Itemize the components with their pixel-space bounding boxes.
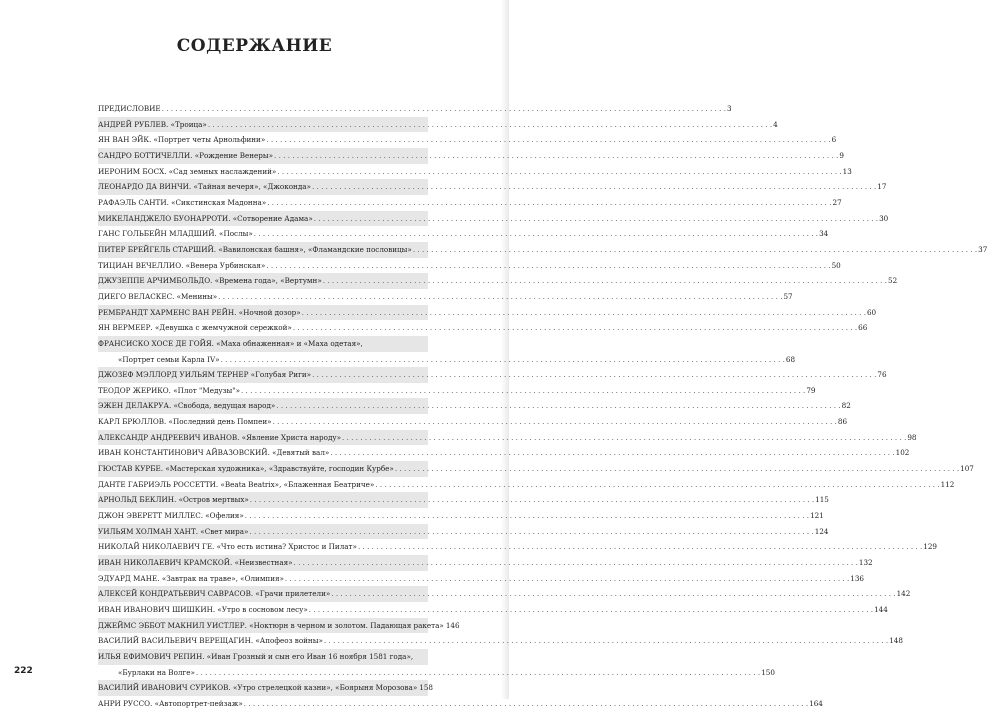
- toc-entry-title: ЭДУАРД МАНЕ. «Завтрак на траве», «Олимпия»: [98, 573, 284, 583]
- toc-leader-dots: [358, 539, 922, 555]
- contents-heading: СОДЕРЖАНИЕ: [176, 36, 333, 56]
- toc-entry-page: 102: [895, 448, 910, 458]
- toc-entry: [98, 305, 877, 321]
- toc-entry-title: САНДРО БОТТИЧЕЛЛИ. «Рождение Венеры»: [98, 150, 274, 160]
- toc-entry-title: «Портрет семьи Карла IV»: [118, 354, 220, 364]
- toc-entry-page: 142: [896, 589, 911, 599]
- toc-entry-page: 112: [940, 479, 955, 489]
- toc-entry-title: ДЖУЗЕППЕ АРЧИМБОЛЬДО. «Времена года», «Вертумн»: [98, 276, 322, 286]
- toc-entry-title: ИЕРОНИМ БОСХ. «Сад земных наслаждений»: [98, 166, 277, 176]
- toc-entry: [98, 179, 887, 195]
- toc-entry-page: 132: [858, 558, 873, 568]
- toc-entry-page: 57: [783, 291, 793, 301]
- toc-entry-page: 150: [761, 667, 775, 677]
- toc-entry-page: 6: [831, 135, 837, 145]
- toc-entry-page: 79: [806, 385, 816, 395]
- toc-leader-dots: [250, 492, 814, 508]
- toc-entry-page: 4: [773, 119, 778, 129]
- toc-entry-title: АЛЕКСЕЙ КОНДРАТЬЕВИЧ САВРАСОВ. «Грачи прилетели»: [98, 589, 331, 599]
- toc-leader-dots: [218, 289, 782, 305]
- toc-entry-page: 158: [419, 683, 433, 693]
- toc-entry: [98, 633, 903, 649]
- toc-entry-page: 37: [978, 244, 987, 254]
- toc-entry-title: «Бурлаки на Волге»: [118, 667, 195, 677]
- toc-entry-page: 98: [907, 432, 917, 442]
- toc-leader-dots: [241, 383, 805, 399]
- toc-entry: [98, 492, 829, 508]
- toc-entry: [98, 430, 917, 446]
- toc-entry-title: ГАНС ГОЛЬБЕЙН МЛАДШИЙ. «Послы»: [98, 229, 253, 239]
- page-number: 222: [14, 666, 33, 676]
- toc-entry-title: ТИЦИАН ВЕЧЕЛЛИО. «Венера Урбинская»: [98, 260, 266, 270]
- toc-entry-title: ИВАН КОНСТАНТИНОВИЧ АЙВАЗОВСКИЙ. «Девятый вал»: [98, 448, 330, 458]
- toc-entry-page: 60: [866, 307, 877, 317]
- toc-entry: [98, 461, 974, 477]
- toc-leader-dots: [196, 665, 760, 681]
- toc-leader-dots: [254, 226, 818, 242]
- toc-entry-page: 146: [445, 620, 460, 630]
- toc-entry-title: РАФАЭЛЬ САНТИ. «Сикстинская Мадонна»: [98, 197, 267, 207]
- toc-entry-page: 52: [888, 276, 898, 286]
- toc-entry-title: ПИТЕР БРЕЙГЕЛЬ СТАРШИЙ. «Вавилонская башня», «Фламандские пословицы»: [98, 244, 412, 254]
- toc-entry-page: 17: [877, 182, 887, 192]
- toc-leader-dots: [208, 117, 772, 133]
- toc-entry: [98, 132, 837, 148]
- toc-entry: [98, 586, 911, 602]
- toc-entry-title: АНРИ РУССО. «Автопортрет-пейзаж»: [98, 698, 243, 708]
- toc-leader-dots: [395, 461, 959, 477]
- toc-entry-title: ВАСИЛИЙ ВАСИЛЬЕВИЧ ВЕРЕЩАГИН. «Апофеоз войны»: [98, 636, 323, 646]
- toc-entry-title: ДЖОЗЕФ МЭЛЛОРД УИЛЬЯМ ТЕРНЕР «Голубая Риги»: [98, 370, 312, 380]
- toc-entry: [98, 665, 775, 681]
- toc-leader-dots: [294, 555, 858, 571]
- toc-entry-page: 3: [726, 104, 732, 113]
- toc-leader-dots: [413, 242, 977, 258]
- toc-leader-dots: [314, 211, 878, 227]
- toc-entry: [98, 273, 898, 289]
- toc-leader-dots: [312, 367, 876, 383]
- toc-entry: [98, 618, 460, 634]
- toc-leader-dots: [331, 586, 895, 602]
- table-of-contents: [98, 101, 987, 712]
- toc-leader-dots: [293, 320, 857, 336]
- toc-entry: [98, 508, 824, 524]
- toc-entry-title: АНДРЕЙ РУБЛЕВ. «Троица»: [98, 119, 207, 129]
- toc-entry-page: 107: [960, 464, 974, 474]
- toc-entry: [98, 367, 887, 383]
- toc-entry: [98, 445, 910, 461]
- toc-entry: [98, 383, 816, 399]
- toc-leader-dots: [285, 571, 849, 587]
- toc-entry-title: ВАСИЛИЙ ИВАНОВИЧ СУРИКОВ. «Утро стрелецкой казни», «Боярыня Морозова»: [98, 683, 418, 693]
- toc-entry-title: ТЕОДОР ЖЕРИКО. «Плот "Медузы"»: [98, 385, 240, 395]
- toc-entry: [98, 164, 852, 180]
- toc-leader-dots: [267, 195, 831, 211]
- toc-entry-title: ИЛЬЯ ЕФИМОВИЧ РЕПИН. «Иван Грозный и сын его Иван 16 ноября 1581 года»,: [98, 651, 414, 661]
- toc-leader-dots: [330, 445, 894, 461]
- toc-entry-title: ДИЕГО ВЕЛАСКЕС. «Менины»: [98, 291, 218, 301]
- toc-entry: [98, 101, 732, 117]
- toc-entry-title: ЭЖЕН ДЕЛАКРУА. «Свобода, ведущая народ»: [98, 401, 276, 411]
- toc-entry-title: ДЖЕЙМС ЭББОТ МАКНИЛ УИСТЛЕР. «Ноктюрн в черном и золотом. Падающая ракета»: [98, 620, 444, 630]
- toc-entry-page: 136: [850, 573, 864, 583]
- toc-entry: [98, 398, 851, 414]
- toc-entry: [98, 696, 823, 712]
- toc-entry-page: 121: [810, 511, 824, 521]
- toc-entry: [98, 524, 829, 540]
- toc-entry-title: НИКОЛАЙ НИКОЛАЕВИЧ ГЕ. «Что есть истина? Христос и Пилат»: [98, 542, 357, 552]
- toc-entry-page: 82: [841, 401, 851, 411]
- toc-entry: [98, 539, 937, 555]
- toc-entry-title: ЯН ВЕРМЕЕР. «Девушка с жемчужной сережкой»: [98, 323, 292, 333]
- toc-entry: [98, 414, 848, 430]
- toc-entry: [98, 242, 987, 258]
- toc-entry-page: 66: [858, 323, 868, 333]
- toc-entry-title: ГЮСТАВ КУРБЕ. «Мастерская художника», «Здравствуйте, господин Курбе»: [98, 464, 394, 474]
- toc-leader-dots: [162, 101, 726, 117]
- toc-entry-page: 76: [877, 370, 887, 380]
- toc-entry-page: 13: [842, 166, 852, 176]
- toc-entry: [98, 195, 842, 211]
- toc-entry-page: 27: [832, 197, 842, 207]
- toc-entry: [98, 320, 868, 336]
- toc-entry: [98, 602, 888, 618]
- toc-entry: [98, 477, 955, 493]
- toc-entry-title: АРНОЛЬД БЕКЛИН. «Остров мертвых»: [98, 495, 249, 505]
- toc-leader-dots: [273, 414, 837, 430]
- toc-entry-title: РЕМБРАНДТ ХАРМЕНС ВАН РЕЙН. «Ночной дозор»: [98, 307, 301, 317]
- toc-leader-dots: [276, 398, 840, 414]
- toc-entry: [98, 352, 796, 368]
- toc-entry-page: 68: [785, 354, 796, 364]
- toc-leader-dots: [277, 164, 841, 180]
- toc-entry-title: ИВАН ИВАНОВИЧ ШИШКИН. «Утро в сосновом лесу»: [98, 605, 308, 614]
- toc-entry-page: 30: [879, 213, 889, 223]
- toc-leader-dots: [375, 477, 939, 493]
- toc-entry-page: 34: [819, 229, 829, 239]
- toc-entry-title: УИЛЬЯМ ХОЛМАН ХАНТ. «Свет мира»: [98, 526, 249, 536]
- toc-entry-page: 115: [815, 495, 829, 505]
- toc-entry: [98, 680, 433, 696]
- toc-entry-page: 144: [874, 605, 888, 614]
- toc-entry: [98, 336, 428, 352]
- toc-leader-dots: [245, 508, 809, 524]
- toc-entry-page: 129: [923, 542, 937, 552]
- toc-leader-dots: [274, 148, 838, 164]
- toc-entry-page: 9: [839, 150, 844, 160]
- toc-entry-title: МИКЕЛАНДЖЕЛО БУОНАРРОТИ. «Сотворение Адама»: [98, 213, 313, 223]
- toc-leader-dots: [312, 179, 876, 195]
- toc-entry-page: 164: [809, 698, 823, 708]
- toc-entry: [98, 571, 864, 587]
- toc-leader-dots: [342, 430, 906, 446]
- toc-entry-page: 50: [831, 260, 841, 270]
- toc-entry-title: ИВАН НИКОЛАЕВИЧ КРАМСКОЙ. «Неизвестная»: [98, 558, 293, 568]
- toc-leader-dots: [249, 524, 813, 540]
- toc-leader-dots: [323, 273, 887, 289]
- toc-entry-title: ДЖОН ЭВЕРЕТТ МИЛЛЕС. «Офелия»: [98, 511, 244, 521]
- toc-entry-page: 148: [889, 636, 903, 646]
- toc-entry: [98, 258, 841, 274]
- toc-entry-page: 124: [814, 526, 829, 536]
- toc-entry: [98, 289, 793, 305]
- toc-entry-page: 86: [837, 417, 848, 427]
- toc-entry: [98, 211, 889, 227]
- toc-entry-title: ФРАНСИСКО ХОСЕ ДЕ ГОЙЯ. «Маха обнаженная» и «Маха одетая»,: [98, 338, 363, 348]
- toc-leader-dots: [266, 132, 830, 148]
- toc-leader-dots: [309, 602, 873, 618]
- toc-leader-dots: [266, 258, 830, 274]
- toc-leader-dots: [221, 352, 785, 368]
- toc-entry-title: ЯН ВАН ЭЙК. «Портрет четы Арнольфини»: [98, 135, 266, 145]
- toc-entry-title: КАРЛ БРЮЛЛОВ. «Последний день Помпеи»: [98, 417, 272, 427]
- toc-entry-title: ПРЕДИСЛОВИЕ: [98, 104, 161, 113]
- toc-entry: [98, 649, 428, 665]
- toc-leader-dots: [324, 633, 888, 649]
- toc-entry: [98, 148, 844, 164]
- toc-leader-dots: [302, 305, 866, 321]
- toc-entry-title: ДАНТЕ ГАБРИЭЛЬ РОССЕТТИ. «Beata Beatrix», «Блаженная Беатриче»: [98, 479, 375, 489]
- toc-entry: [98, 555, 873, 571]
- toc-leader-dots: [244, 696, 808, 712]
- toc-entry-title: АЛЕКСАНДР АНДРЕЕВИЧ ИВАНОВ. «Явление Христа народу»: [98, 432, 342, 442]
- toc-entry: [98, 226, 829, 242]
- toc-entry: [98, 117, 778, 133]
- toc-entry-title: ЛЕОНАРДО ДА ВИНЧИ. «Тайная вечеря», «Джоконда»: [98, 182, 311, 192]
